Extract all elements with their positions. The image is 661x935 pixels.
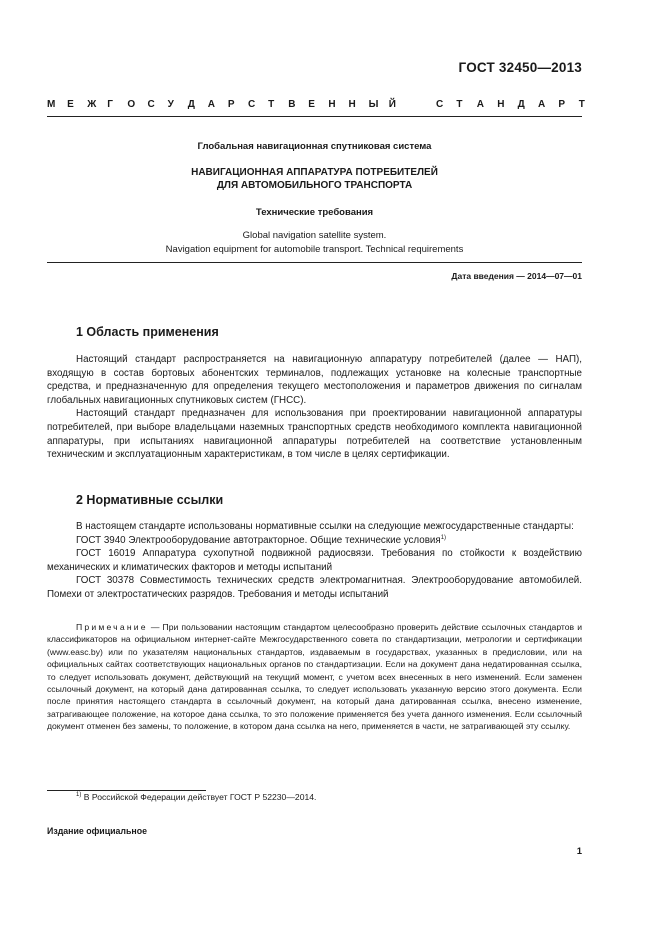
heading-letter: А: [207, 99, 216, 110]
note-text: — При пользовании настоящим стандартом целесообразно проверить действие ссылочных стандартов и классификаторов на официальном интернет-сайте Межгосударственного совета по стандартизации, метрологии и сертификации (www.easc.by) или по указателям национальных стандартов, издаваемым в государствах, указанных в предисловии, или на официальных сайтах соответствующих национальных органов по стандартизации. Если на документ дана недатированная ссылка, то следует использовать документ, действующий на текущий момент, с учетом всех внесенных в него изменений. Если заменен ссылочный документ, на который дана датированная ссылка, то следует использовать указанную версию этого документа. Если после принятия настоящего стандарта в ссылочный документ, на который дана датированная ссылка, внесено изменение, затрагивающее положение, на которое дана ссылка, то это положение применяется без учета данного изменения. Если ссылочный документ отменен без замены, то положение, в котором дана ссылка на него, применяется в части, не затрагивающей эту ссылку.: [47, 622, 582, 732]
heading-letter: Т: [456, 99, 463, 110]
heading-letter: Г: [107, 99, 113, 110]
title-divider: [47, 262, 582, 263]
official-edition-label: Издание официальное: [47, 826, 147, 836]
title-system: Глобальная навигационная спутниковая система: [197, 141, 432, 152]
introduction-date: Дата введения — 2014—07—01: [451, 271, 582, 281]
document-subtitle: Технические требования: [255, 207, 374, 218]
reference-gost-16019: ГОСТ 16019 Аппаратура сухопутной подвижной радиосвязи. Требования по стойкости к воздействию механических и климатических факторов и методы испытаний: [47, 548, 582, 573]
heading-letter: Н: [328, 99, 336, 110]
document-title: [47, 166, 582, 192]
section-2-paragraph-1: В настоящем стандарте использованы нормативные ссылки на следующие межгосударственные стандарты:: [76, 521, 574, 532]
section-1-paragraph-1: Настоящий стандарт распространяется на навигационную аппаратуру потребителей (далее — НАП), входящую в состав бортовых абонентских терминалов, подлежащих установке на колесные транспортные средства, и предназначенную для определения текущего местоположения и параметров движения по сигналам глобальных навигационных спутниковых систем (ГНСС).: [47, 354, 582, 406]
reference-gost-3940: [47, 534, 582, 548]
section-1-paragraph-2: Настоящий стандарт предназначен для использования при проектировании навигационной аппаратуры потребителей, при выборе владельцами наземных транспортных средств необходимого комплекта навигационной аппаратуры, при испытаниях навигационной аппаратуры потребителей на соответствие установленным техническим и эксплуатационным характеристикам, в том числе в целях сертификации.: [47, 408, 582, 461]
reference-gost-30378: ГОСТ 30378 Совместимость технических средств электромагнитная. Электрооборудование автомобилей. Помехи от электростатических разрядов. Требования и методы испытаний: [47, 575, 582, 600]
heading-letter: М: [47, 99, 56, 110]
heading-letter: Р: [558, 99, 566, 110]
heading-letter: С: [436, 99, 444, 110]
heading-letter: Т: [268, 99, 275, 110]
english-title-line-2: Navigation equipment for automobile transport. Technical requirements: [165, 243, 464, 255]
section-2-body: [47, 520, 582, 602]
heading-letter: А: [476, 99, 485, 110]
heading-letter: У: [167, 99, 174, 110]
heading-letter: С: [147, 99, 155, 110]
reference-gost-3940-text: ГОСТ 3940 Электрооборудование автотракторное. Общие технические условия: [76, 534, 441, 546]
footnote-text: В Российской Федерации действует ГОСТ Р 52230—2014.: [81, 792, 317, 802]
heading-letter: Е: [67, 99, 74, 110]
document-id: ГОСТ 32450—2013: [458, 60, 582, 75]
footnote-divider: [47, 790, 206, 791]
title-line-1: НАВИГАЦИОННАЯ АППАРАТУРА ПОТРЕБИТЕЛЕЙ: [191, 167, 438, 178]
heading-letter: Н: [497, 99, 505, 110]
section-2-note: [47, 621, 582, 733]
footnote: [76, 792, 316, 802]
footnote-marker: 1): [440, 534, 447, 541]
section-1-body: [47, 353, 582, 462]
heading-letter: Т: [578, 99, 585, 110]
title-line-2: ДЛЯ АВТОМОБИЛЬНОГО ТРАНСПОРТА: [216, 180, 413, 191]
section-1-title: 1 Область применения: [76, 325, 219, 339]
heading-divider: [47, 116, 582, 117]
heading-letter: С: [248, 99, 256, 110]
heading-letter: О: [127, 99, 136, 110]
heading-letter: Ж: [87, 99, 97, 110]
heading-letter: В: [288, 99, 296, 110]
note-label: Примечание: [76, 622, 148, 632]
footnote-mark: 1): [76, 792, 82, 798]
english-title-line-1: Global navigation satellite system.: [242, 230, 387, 241]
heading-letter: Н: [348, 99, 356, 110]
heading-letter: Й: [388, 99, 396, 110]
english-title: [47, 229, 582, 256]
heading-letter: А: [538, 99, 546, 110]
heading-letter: Д: [517, 99, 525, 110]
section-2-title: 2 Нормативные ссылки: [76, 493, 224, 507]
heading-letter: Д: [187, 99, 195, 110]
heading-letter: Ы: [368, 99, 379, 110]
page-number: 1: [576, 846, 582, 857]
heading-letter: Е: [308, 99, 315, 110]
heading-letter: Р: [227, 99, 235, 110]
